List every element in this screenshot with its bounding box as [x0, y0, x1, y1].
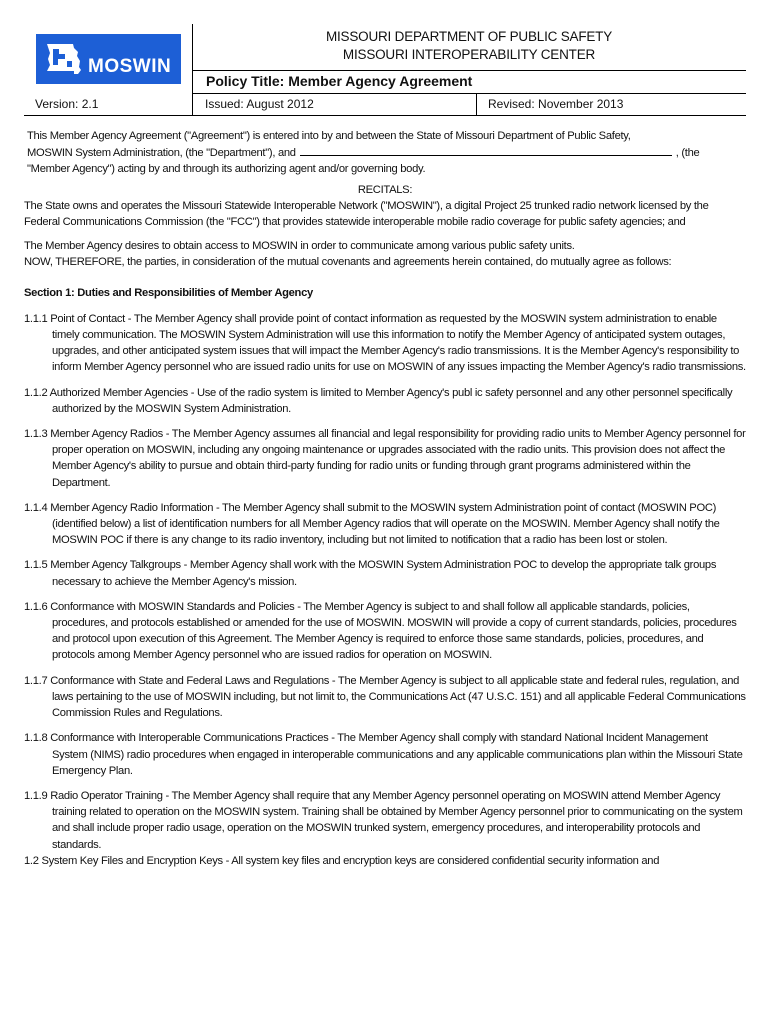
info-row — [24, 93, 746, 116]
clause-1-1-2: 1.1.2 Authorized Member Agencies - Use of the radio system is limited to Member Agency's publ ic safety personnel and any other personnel specifically authorized by the MOSWIN System Administration. — [24, 386, 733, 415]
recital-paragraph: The State owns and operates the Missouri Statewide Interoperable Network ("MOSWIN"), a digital Project 25 trunked radio network licensed by the Federal Communications Commission (the "FCC") that provides statewide interoperable mobile radio coverage for public safety agencies; and — [24, 199, 709, 229]
section-title: Section 1: Duties and Responsibilities of Member Agency — [24, 286, 313, 299]
divider — [476, 93, 477, 115]
department-title: MISSOURI DEPARTMENT OF PUBLIC SAFETY — [325, 29, 613, 44]
intro-line-1: This Member Agency Agreement ("Agreement") is entered into by and between the State of Missouri Department of Public Safety, — [27, 130, 631, 142]
document-header — [24, 24, 746, 116]
issued-label: Issued: August 2012 — [205, 97, 314, 111]
document-body — [24, 128, 746, 869]
clause-1-1-6: 1.1.6 Conformance with MOSWIN Standards and Policies - The Member Agency is subject to and shall follow all applicable standards, policies, procedures, and protocols established or amended for the use of MOSWIN. MOSWIN will provide a copy of current standards, policies, procedures and protocol upon execution of this Agreement. The Member Agency is required to enforce those same standards, policies, procedures, and protocols among Member Agency personnel who are issued radios for operation on MOSWIN. — [24, 600, 737, 662]
recitals-heading: RECITALS: — [357, 183, 413, 196]
intro-line-2-end: , (the — [675, 147, 700, 160]
revised-label: Revised: November 2013 — [488, 97, 624, 111]
intro-line-2-text: MOSWIN System Administration, (the "Department"), and — [27, 147, 296, 160]
intro-line-3: "Member Agency") acting by and through its authorizing agent and/or governing body. — [27, 163, 426, 176]
recital-paragraph: The Member Agency desires to obtain access to MOSWIN in order to communicate among various public safety units. — [24, 240, 575, 253]
clause-1-1-3: 1.1.3 Member Agency Radios - The Member Agency assumes all financial and legal responsibility for providing radio units to Member Agency personnel for proper operation on MOSWIN, including any ongoing maintenance or upgrades associated with the radio units. This provision does not affect the Member Agency's ability to pursue and obtain third-party funding for radio units or funding through grant programs administered within the Department. — [24, 428, 746, 489]
clause-1-1-1: 1.1.1 Point of Contact - The Member Agency shall provide point of contact information as requested by the MOSWIN system administration to enable timely communication. The MOSWIN System Administration will use this information to notify the Member Agency of anticipated system outages, upgrades, and other anticipated system issues that will impact the Member Agency's radio transmissions. It is the Member Agency's responsibility to inform Member Agency personnel who are issued radio units for use on MOSWIN of any issues impacting the Member Agency's radio transmissions. — [24, 312, 746, 374]
logo-cell — [24, 24, 193, 94]
intro-line-2 — [24, 144, 746, 161]
clause-1-1-5: 1.1.5 Member Agency Talkgroups - Member Agency shall work with the MOSWIN System Administration POC to develop the appropriate talk groups necessary to achieve the Member Agency's mission. — [24, 559, 717, 588]
clause-1-2: 1.2 System Key Files and Encryption Keys - All system key files and encryption keys are considered confidential security information and — [24, 854, 660, 867]
policy-title-row — [192, 70, 746, 94]
center-title: MISSOURI INTEROPERABILITY CENTER — [342, 47, 596, 62]
divider — [192, 93, 193, 115]
version-label: Version: 2.1 — [35, 97, 99, 111]
clause-1-1-9: 1.1.9 Radio Operator Training - The Member Agency shall require that any Member Agency personnel operating on MOSWIN attend Member Agency training related to operation on the MOSWIN system. Training shall be obtained by Member Agency personnel prior to communicating on the system and shall include proper radio usage, operation on the MOSWIN trunked system, emergency procedures, and interoperability protocols and standards. — [24, 789, 743, 851]
recital-paragraph: NOW, THEREFORE, the parties, in consideration of the mutual covenants and agreements herein contained, do mutually agree as follows: — [24, 256, 672, 269]
moswin-logo — [36, 34, 181, 84]
clause-1-1-4: 1.1.4 Member Agency Radio Information - The Member Agency shall submit to the MOSWIN system Administration point of contact (MOSWIN POC)(identified below) a list of identification numbers for all Member Agency radios that will operate on the MOSWIN. Member Agency shall notify the MOSWIN POC if there is any change to its radio inventory, including but not limited to notification that a radio has been lost or stolen. — [24, 501, 720, 547]
member-agency-name-field[interactable] — [300, 144, 672, 156]
title-block — [192, 24, 746, 70]
clause-1-1-7: 1.1.7 Conformance with State and Federal Laws and Regulations - The Member Agency is subject to all applicable state and federal rules, regulation, and laws pertaining to the use of MOSWIN including, but not limit to, the Communications Act (47 U.S.C. 151) and all applicable Federal Communications Commission Rules and Regulations. — [24, 674, 746, 720]
policy-title: Policy Title: Member Agency Agreement — [206, 73, 473, 89]
clause-1-1-8: 1.1.8 Conformance with Interoperable Communications Practices - The Member Agency shall comply with standard National Incident Management System (NIMS) radio procedures when engaged in interoperable communications and any applicable communications plan within the Missouri State Emergency Plan. — [24, 732, 743, 777]
missouri-map-icon — [44, 41, 84, 77]
logo-text: MOSWIN — [88, 56, 172, 77]
